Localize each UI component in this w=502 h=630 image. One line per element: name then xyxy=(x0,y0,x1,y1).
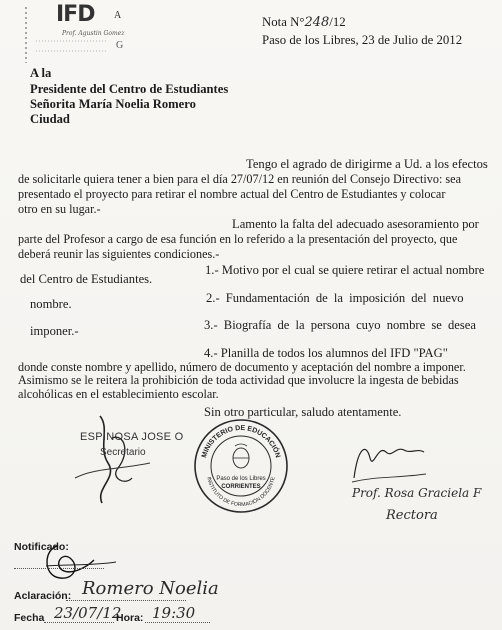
paragraph-2-line-3: deberá reunir las siguientes condiciones.- xyxy=(18,247,220,261)
date-label: Fecha xyxy=(14,612,45,624)
paragraph-1-line-2: de solicitarle quiera tener a bien para el día 27/07/12 en reunión del Consejo Directivo: sea xyxy=(18,172,461,186)
paragraph-2-line-1: Lamento la falta del adecuado asesoramiento por xyxy=(232,217,479,231)
letterhead-letter-g: G xyxy=(116,40,124,51)
letterhead-letter-a: A xyxy=(114,10,122,21)
clarification-value: Romero Noelia xyxy=(82,578,219,599)
note-label: Nota N° xyxy=(262,15,305,29)
rector-title: Rectora xyxy=(386,508,438,523)
secretary-signature xyxy=(70,408,190,508)
rector-signature xyxy=(348,438,428,484)
item-3-line-2: imponer.- xyxy=(30,324,79,338)
item-2-line-2: nombre. xyxy=(30,297,72,311)
paragraph-1-line-3: presentado el proyecto para retirar el nombre actual del Centro de Estudiantes y colocar xyxy=(18,187,446,201)
paragraph-1-line-1: Tengo el agrado de dirigirme a Ud. a los efectos xyxy=(246,157,488,171)
recipient-line-4: Ciudad xyxy=(30,112,70,126)
paragraph-3-line-1: Asimismo se le reitera la prohibición de toda actividad que involucre la ingesta de bebidas xyxy=(18,373,459,387)
recipient-line-2: Presidente del Centro de Estudiantes xyxy=(30,82,229,96)
note-number-line xyxy=(262,15,346,30)
paragraph-2-line-2: parte del Profesor a cargo de esa función en lo referido a la presentación del proyecto, que xyxy=(18,232,458,246)
time-label: Hora: xyxy=(116,612,144,624)
paragraph-1-line-4: otro en su lugar.- xyxy=(18,202,101,216)
item-4-line-2: donde conste nombre y apellido, número de documento y aceptación del nombre a imponer. xyxy=(18,360,466,374)
stamp-ring-bottom: INSTITUTO DE FORMACIÓN DOCENTE xyxy=(205,476,277,509)
date-line xyxy=(44,622,114,623)
note-number: 248 xyxy=(304,15,330,30)
coat-of-arms-icon xyxy=(233,444,249,468)
secretary-name: ESPINOSA JOSE O xyxy=(80,431,184,443)
recipient-line-3: Señorita María Noelia Romero xyxy=(30,97,196,111)
rector-name: Prof. Rosa Graciela F xyxy=(352,486,482,500)
closing: Sin otro particular, saludo atentamente. xyxy=(204,405,402,419)
time-line xyxy=(145,622,210,623)
secretary-title: Secretario xyxy=(100,447,146,458)
time-value: 19:30 xyxy=(152,604,196,622)
place-date: Paso de los Libres, 23 de Julio de 2012 xyxy=(262,33,463,47)
notified-label: Notificado: xyxy=(14,541,69,553)
item-1-line-1: 1.- Motivo por el cual se quiere retirar el actual nombre xyxy=(205,263,485,277)
stamp-inner-line-2: CORRIENTES xyxy=(221,484,261,490)
item-1-line-2: del Centro de Estudiantes. xyxy=(20,272,153,286)
stamp-ring-top: MINISTERIO DE EDUCACIÓN xyxy=(200,424,282,459)
clarification-label: Aclaración: xyxy=(14,590,72,602)
date-value: 23/07/12 xyxy=(54,604,122,622)
recipient-line-1: A la xyxy=(30,66,52,80)
stamp-inner-line-1: Paso de los Libres xyxy=(216,476,266,482)
stamp-graphic xyxy=(193,418,289,514)
notified-line xyxy=(14,568,104,569)
paragraph-3-line-2: alcohólicas en el establecimiento escolar. xyxy=(18,387,219,401)
institution-stamp xyxy=(193,418,289,514)
letterhead-logo: IFD xyxy=(56,2,95,27)
letterhead-small-signature: Prof. Agustin Gomez xyxy=(62,30,125,37)
item-3-line-1: 3.- Biografía de la persona cuyo nombre se desea xyxy=(204,318,476,332)
item-4-line-1: 4.- Planilla de todos los alumnos del IFD "PAG" xyxy=(204,346,448,360)
note-year: /12 xyxy=(329,15,346,29)
clarification-line xyxy=(66,600,186,601)
item-2-line-1: 2.- Fundamentación de la imposición del nuevo xyxy=(206,291,464,305)
